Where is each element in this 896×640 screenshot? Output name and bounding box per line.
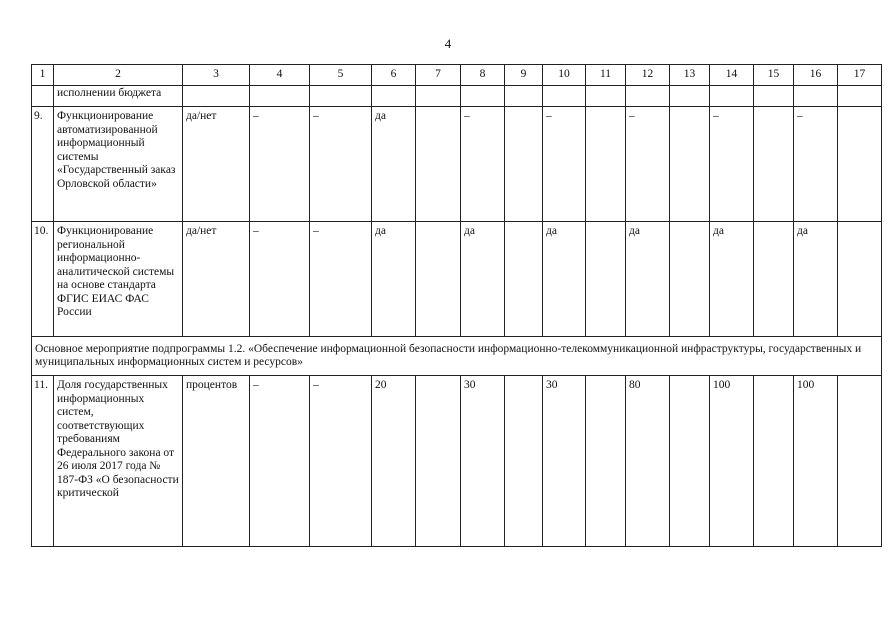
table-cell [754, 86, 794, 107]
table-cell [670, 376, 710, 547]
table-cell [586, 222, 626, 337]
table-cell: – [250, 107, 310, 222]
table-cell [416, 376, 461, 547]
table-row [32, 86, 882, 107]
table-cell [838, 86, 882, 107]
column-number-6: 6 [372, 65, 416, 86]
table-cell [416, 107, 461, 222]
table-cell [250, 86, 310, 107]
column-number-16: 16 [794, 65, 838, 86]
table-cell: Функционирование автоматизированной информационный системы «Государственный заказ Орловской области» [54, 107, 183, 222]
table-cell: да [543, 222, 586, 337]
table-cell: 30 [543, 376, 586, 547]
table-cell [310, 86, 372, 107]
table-cell: да/нет [183, 107, 250, 222]
table-cell: 11. [32, 376, 54, 547]
table-cell: да [372, 222, 416, 337]
table-cell [670, 222, 710, 337]
table-cell: исполнении бюджета [54, 86, 183, 107]
column-number-10: 10 [543, 65, 586, 86]
table-row [32, 376, 882, 547]
table-cell: да [461, 222, 505, 337]
table-cell [586, 107, 626, 222]
table-cell: – [543, 107, 586, 222]
table-cell: 80 [626, 376, 670, 547]
table-cell [754, 222, 794, 337]
table-cell: да/нет [183, 222, 250, 337]
table-cell [794, 86, 838, 107]
column-number-15: 15 [754, 65, 794, 86]
table-cell [416, 86, 461, 107]
table-cell: 9. [32, 107, 54, 222]
table-cell: Функционирование региональной информационно-аналитической системы на основе стандарта ФГИС ЕИАС ФАС России [54, 222, 183, 337]
table-cell [710, 86, 754, 107]
table-row [32, 107, 882, 222]
table-cell: да [626, 222, 670, 337]
table-cell [372, 86, 416, 107]
table-cell: – [710, 107, 754, 222]
table-cell [505, 107, 543, 222]
table-cell: – [461, 107, 505, 222]
table-cell: да [794, 222, 838, 337]
column-number-7: 7 [416, 65, 461, 86]
table-cell [626, 86, 670, 107]
column-number-1: 1 [32, 65, 54, 86]
table-cell: Доля государственных информационных систем, соответствующих требованиям Федерального закона от 26 июля 2017 года № 187-ФЗ «О безопасности критической [54, 376, 183, 547]
table-cell [754, 107, 794, 222]
column-number-13: 13 [670, 65, 710, 86]
table-cell [461, 86, 505, 107]
table-cell: – [794, 107, 838, 222]
table-cell: – [250, 222, 310, 337]
column-number-12: 12 [626, 65, 670, 86]
table-row [32, 222, 882, 337]
column-number-17: 17 [838, 65, 882, 86]
table-cell: процентов [183, 376, 250, 547]
table-cell: да [710, 222, 754, 337]
table-cell: 30 [461, 376, 505, 547]
table-cell [670, 86, 710, 107]
table-cell: 10. [32, 222, 54, 337]
table-cell [586, 86, 626, 107]
table-cell: – [626, 107, 670, 222]
table-cell [416, 222, 461, 337]
table-cell [543, 86, 586, 107]
section-title: Основное мероприятие подпрограммы 1.2. «Обеспечение информационной безопасности информационно-телекоммуникационной инфраструктуры, государственных и муниципальных информационных систем и ресурсов» [32, 337, 882, 376]
column-number-2: 2 [54, 65, 183, 86]
table-cell [505, 376, 543, 547]
table-cell [586, 376, 626, 547]
table-cell [183, 86, 250, 107]
table-cell: – [310, 376, 372, 547]
table-cell: – [250, 376, 310, 547]
table-cell: – [310, 222, 372, 337]
column-number-14: 14 [710, 65, 754, 86]
column-number-11: 11 [586, 65, 626, 86]
column-number-5: 5 [310, 65, 372, 86]
table-cell: 100 [794, 376, 838, 547]
table-cell [505, 86, 543, 107]
column-number-8: 8 [461, 65, 505, 86]
table-cell [32, 86, 54, 107]
page-number: 4 [444, 36, 452, 51]
column-number-3: 3 [183, 65, 250, 86]
column-number-9: 9 [505, 65, 543, 86]
table-cell: да [372, 107, 416, 222]
table-cell [505, 222, 543, 337]
section-row [32, 337, 882, 376]
table-cell [838, 107, 882, 222]
table-cell [670, 107, 710, 222]
indicators-table [31, 64, 882, 547]
table-cell [754, 376, 794, 547]
column-number-4: 4 [250, 65, 310, 86]
table-cell: 20 [372, 376, 416, 547]
table-header-row [32, 65, 882, 86]
table-cell: 100 [710, 376, 754, 547]
table-cell [838, 222, 882, 337]
table-cell [838, 376, 882, 547]
table-cell: – [310, 107, 372, 222]
